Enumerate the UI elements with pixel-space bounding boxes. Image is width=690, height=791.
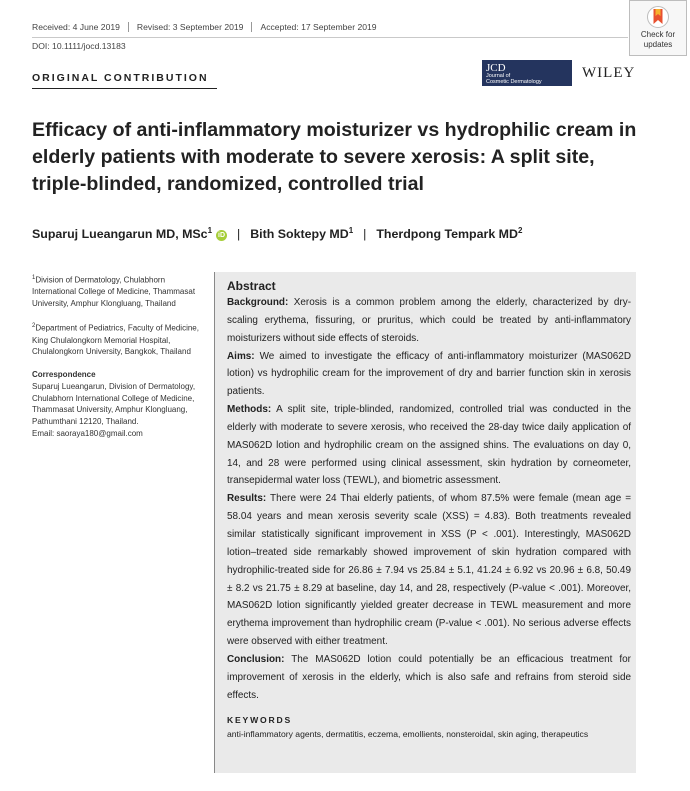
article-title: Efficacy of anti-inflammatory moisturizer vs hydrophilic cream in elderly patients with moderate to severe xerosis: A split site, triple-blinded, randomized, controlled trial [32,119,637,195]
author-affil-sup: 2 [517,226,523,235]
abstract-background: Background: Xerosis is a common problem among the elderly, characterized by dry-scaling erythema, fissuring, or pruritus, which could be treated by anti-inflammatory moisturizers without side effects of steroids. [227,297,631,344]
correspondence-email[interactable]: Email: saoraya180@gmail.com [32,429,143,439]
affiliation: $^2$Department of Pediatrics, Faculty of Medicine, King Chulalongkorn Memorial Hospital, Chulalongkorn University, Bangkok, Thailand [32,323,199,357]
abstract-results: Results: There were 24 Thai elderly patients, of whom 87.5% were female (mean age = 58.04 years and mean xerosis severity scale (XSS) = 4.83). Both treatments revealed similar statistically significant improvement in XSS (P < .001). Interestingly, MAS062D lotion–treated side remarkably showed improvement of skin hydration compared with hydrophilic-treated side for 26.86 ± 7.94 vs 25.84 ± 5.1, 41.24 ± 6.92 vs 20.96 ± 6.8, 50.49 ± 8.2 vs 21.75 ± 8.29 at baseline, day 14, and 28, respectively (P-value < .001). Moreover, MAS062D lotion significantly yielded greater decrease in TEWL measurement and more erythema improvement than hydrophilic cream (P-value < .001). No serious adverse effects were observed with either treatment. [227,493,631,648]
correspondence-text: Suparuj Lueangarun, Division of Dermatology, Chulabhorn International College of Medicine, Thammasat University, Amphur Klongluang, Pathumthani 12120, Thailand. [32,381,196,427]
abstract-aims: Aims: We aimed to investigate the efficacy of anti-inflammatory moisturizer (MAS062D lotion) vs hydrophilic cream for the improvement of dry and barrier function skin in xerosis patients. [227,350,632,398]
author-affil-sup: 1 [348,226,354,235]
bookmark-icon [647,5,669,29]
keywords-list: anti-inflammatory agents, dermatitis, eczema, emollients, nonsteroidal, skin aging, therapeutics [227,729,589,740]
header-divider [32,37,628,38]
section-rule [32,88,217,89]
publisher-logo: WILEY [582,65,636,81]
journal-logo [482,60,572,86]
journal-name-line2: Cosmetic Dermatology [486,79,542,85]
abstract-heading: Abstract [227,279,276,293]
author-list: Suparuj Lueangarun MD, MSc$^1$iD | Bith Soktepy $MD^1$ | Therdpong Tempark $MD^2$ [32,226,523,242]
doi[interactable]: DOI: 10.1111/jocd.13183 [32,41,126,51]
journal-name-line1: Journal of [486,73,511,79]
correspondence-heading: Correspondence [32,370,96,380]
affiliations-column [32,273,202,451]
abstract-conclusion: Conclusion: The MAS062D lotion could potentially be an efficacious treatment for improvement of xerosis in the elderly, which is also safe and refrains from steroid side effects. [227,653,631,701]
check-for-updates-badge[interactable] [629,0,687,56]
badge-label-1: Check for [640,30,676,39]
article-dates [32,22,377,32]
author-name[interactable]: Bith Soktepy MD [250,227,349,242]
abstract-methods: Methods: A split site, triple-blinded, randomized, controlled trial was conducted in the elderly with moderate to severe xerosis, who received the 28-day twice daily application of MAS062D lotion and hydrophilic cream on the assigned shins. The evaluations on day 0, 14, and 28 were performed using clinical assessment, skin hydration by corneometer, transepidermal water loss (TEWL), and biometric assessment. [227,404,631,487]
abstract-box [214,272,636,773]
accepted-date: Accepted: 17 September 2019 [260,22,377,32]
orcid-icon[interactable]: iD [218,232,226,240]
badge-label-2: updates [643,40,673,49]
affiliation: $^1$Division of Dermatology, Chulabhorn International College of Medicine, Thammasat University, Amphur Klongluang, Thailand [32,275,196,309]
section-label: ORIGINAL CONTRIBUTION [32,72,209,84]
author-name[interactable]: Therdpong Tempark MD [376,227,518,242]
revised-date: Revised: 3 September 2019 [136,22,244,32]
author-affil-sup: 1 [207,226,213,235]
received-date: Received: 4 June 2019 [32,22,120,32]
journal-abbr: JCD [486,62,506,74]
keywords-heading: KEYWORDS [227,715,293,726]
author-name[interactable]: Suparuj Lueangarun MD, MSc [32,227,208,242]
